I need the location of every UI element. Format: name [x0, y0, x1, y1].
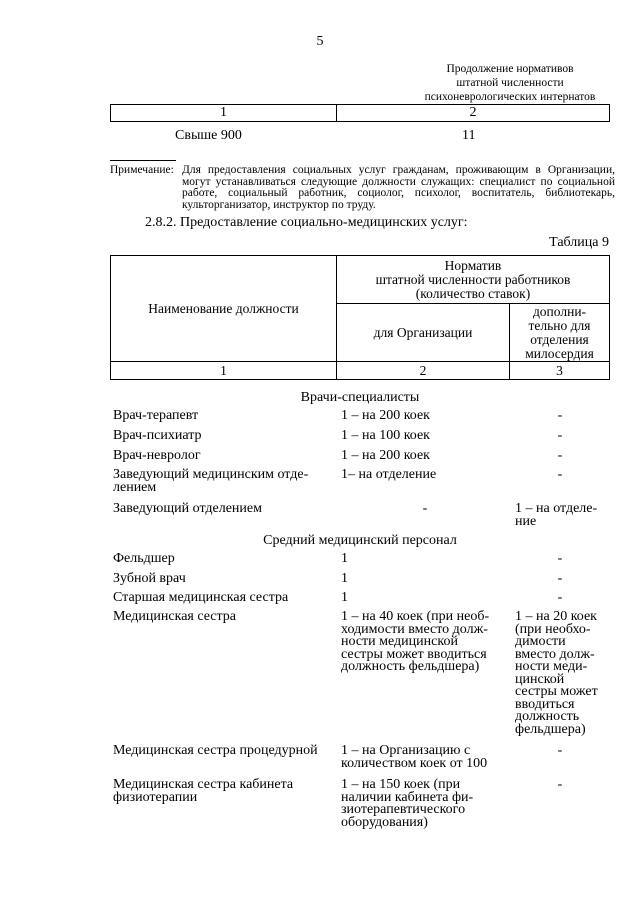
norm-additional-line: ности меди-	[515, 659, 588, 674]
group-title: Средний медицинский персонал	[263, 533, 457, 548]
group-title: Врачи-специалисты	[300, 390, 420, 405]
norm-organization	[341, 779, 507, 829]
norm-organization-line: 1 – на Организацию с	[341, 743, 471, 758]
norm-organization-line: 1 – на 40 коек (при необ-	[341, 609, 490, 624]
page-number: 5	[316, 34, 324, 49]
column-number: 2	[337, 105, 610, 122]
note-label: Примечание:	[110, 164, 174, 176]
position-name: Зубной врач	[113, 571, 186, 586]
norm-additional: -	[557, 467, 563, 482]
table-8-cell: Свыше 900	[175, 128, 242, 143]
norm-additional-line: вводиться	[515, 696, 575, 712]
norm-additional: -	[557, 408, 563, 423]
norm-additional-line: цинской	[515, 671, 565, 687]
header-additional-line: милосердия	[525, 345, 594, 361]
continuation-line: штатной численности	[456, 77, 564, 89]
header-norm	[337, 256, 610, 304]
position-name: Старшая медицинская сестра	[113, 590, 289, 605]
norm-additional	[515, 611, 615, 736]
norm-additional: -	[557, 571, 563, 586]
norm-additional-line: вместо долж-	[515, 646, 595, 662]
norm-additional: -	[557, 448, 563, 463]
norm-organization: 1	[341, 571, 348, 586]
table-8-header	[110, 104, 610, 122]
column-number: 1	[111, 362, 337, 380]
position-name	[113, 469, 331, 494]
table-8-cell: 11	[462, 128, 476, 143]
norm-organization	[341, 745, 507, 770]
position-name: Фельдшер	[113, 551, 175, 566]
norm-organization-line: ности медицинской	[341, 634, 458, 649]
column-number: 2	[337, 362, 510, 380]
norm-organization: -	[422, 501, 428, 516]
header-additional-line: тельно для	[528, 317, 591, 333]
norm-additional	[515, 503, 615, 528]
continuation-line: психоневрологических интернатов	[424, 91, 596, 103]
norm-additional-line: сестры может	[515, 684, 598, 699]
table-label: Таблица 9	[549, 235, 609, 250]
norm-additional-line: ние	[515, 513, 537, 529]
position-name-line: физиотерапии	[113, 789, 198, 805]
note-text: Для предоставления социальных услуг гражданам, проживающим в Организации, могут устанавливаться следующие должности служащих: специалист по социальной работе, социальный работник, социолог, психолог, воспитатель, библиотекарь, культорганизатор, инструктор по труду.	[182, 164, 615, 211]
norm-organization-line: должность фельдшера)	[341, 659, 480, 674]
position-name-line: Заведующий медицинским отде-	[113, 467, 309, 482]
column-number: 1	[111, 105, 337, 122]
position-name: Врач-невролог	[113, 448, 201, 463]
position-name: Медицинская сестра	[113, 609, 237, 624]
norm-additional: -	[557, 777, 563, 792]
norm-organization: 1 – на 100 коек	[341, 428, 430, 443]
column-number: 3	[510, 362, 610, 380]
header-norm-line: штатной численности работников	[375, 271, 571, 287]
norm-additional: -	[557, 551, 563, 566]
position-name: Заведующий отделением	[113, 501, 262, 516]
norm-organization: 1– на отделение	[341, 467, 437, 482]
norm-additional-line: димости	[515, 634, 566, 649]
position-name: Медицинская сестра процедурной	[113, 743, 318, 758]
norm-organization-line: ходимости вместо долж-	[341, 621, 488, 637]
position-name-line: Медицинская сестра кабинета	[113, 777, 294, 792]
norm-organization: 1 – на 200 коек	[341, 408, 430, 423]
header-additional	[510, 304, 610, 362]
norm-additional-line: фельдшера)	[515, 721, 586, 737]
norm-additional: -	[557, 743, 563, 758]
norm-additional-line: 1 – на 20 коек	[515, 609, 597, 624]
header-additional-line: отделения	[530, 331, 589, 347]
position-name	[113, 779, 331, 804]
norm-organization: 1	[341, 551, 348, 566]
norm-organization-line: количеством коек от 100	[341, 755, 488, 771]
header-for-organization: для Организации	[337, 304, 510, 362]
norm-organization-line: оборудования)	[341, 814, 428, 830]
table-9-header	[110, 255, 610, 380]
header-norm-line: Норматив	[444, 257, 502, 273]
continuation-header	[400, 62, 620, 104]
norm-organization: 1	[341, 590, 348, 605]
norm-organization-line: сестры может вводиться	[341, 646, 487, 662]
note	[110, 165, 615, 211]
continuation-line: Продолжение нормативов	[446, 63, 574, 75]
norm-organization	[341, 611, 507, 674]
note-divider	[110, 160, 176, 161]
position-name: Врач-терапевт	[113, 408, 199, 423]
norm-organization: 1 – на 200 коек	[341, 448, 430, 463]
header-position-name: Наименование должности	[111, 256, 337, 362]
norm-organization-line: 1 – на 150 коек (при	[341, 777, 461, 792]
norm-additional: -	[557, 590, 563, 605]
norm-organization-line: зиотерапевтического	[341, 802, 466, 817]
header-norm-line: (количество ставок)	[415, 285, 531, 301]
position-name-line: лением	[113, 479, 157, 495]
norm-additional: -	[557, 428, 563, 443]
norm-additional-line: должность	[515, 709, 580, 724]
header-additional-line: дополни-	[532, 303, 587, 319]
section-heading: 2.8.2. Предоставление социально-медицинских услуг:	[145, 215, 468, 230]
norm-organization-line: наличии кабинета фи-	[341, 789, 474, 805]
position-name: Врач-психиатр	[113, 428, 202, 443]
norm-additional-line: (при необхо-	[515, 621, 591, 637]
norm-additional-line: 1 – на отделе-	[515, 501, 598, 516]
